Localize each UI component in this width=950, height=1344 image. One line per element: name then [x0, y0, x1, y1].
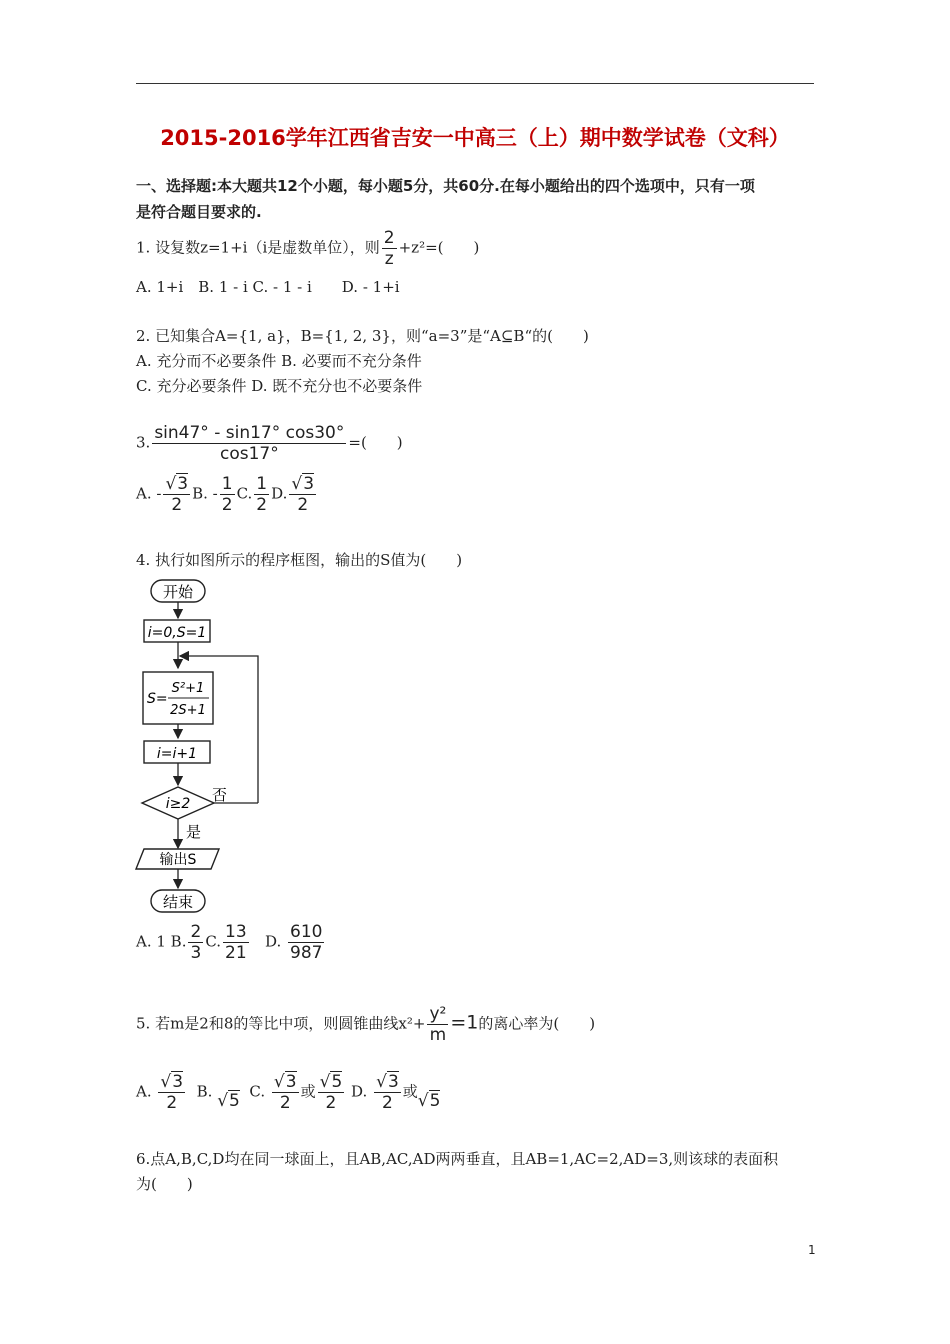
q5-option-b-value: [217, 1091, 240, 1111]
q5-suffix: 的离心率为( ): [478, 1014, 596, 1033]
q1-fraction: [382, 228, 397, 269]
q5-option-c-value2: [318, 1072, 345, 1113]
q5-d-den1: 2: [374, 1092, 401, 1113]
question-3-options: [136, 474, 318, 515]
q5-d-radicand2: 5: [429, 1090, 441, 1111]
q5-option-c-label: C.: [249, 1082, 266, 1101]
question-4-stem: 4. 执行如图所示的程序框图，输出的S值为( ): [136, 551, 463, 569]
q3-option-a-value: [163, 474, 190, 515]
q3-c-num: 1: [256, 474, 268, 494]
question-2-options-row2: C. 充分必要条件 D. 既不充分也不必要条件: [136, 377, 423, 395]
sqrt-sign: √: [376, 1072, 387, 1092]
q3-prefix: 3.: [136, 433, 151, 452]
q4-b-num: 2: [190, 922, 202, 942]
q3-option-b-label: B. -: [192, 484, 218, 503]
section-heading: 一、选择题:本大题共12个小题，每小题5分，共60分.在每小题给出的四个选项中，只有一项: [136, 177, 755, 195]
q1-prefix: 1. 设复数z=1+i（i是虚数单位），则: [136, 238, 380, 257]
page-number: 1: [808, 1243, 816, 1257]
q3-fraction: [152, 423, 346, 464]
flow-decision-text: i≥2: [165, 796, 191, 812]
sqrt-sign: √: [291, 474, 303, 494]
flow-yes-label: 是: [186, 823, 202, 841]
question-4-options: [136, 922, 326, 963]
flow-end-text: 结束: [162, 893, 194, 911]
sqrt-sign: √: [417, 1090, 429, 1111]
q3-d-radicand: 3: [303, 474, 315, 494]
q5-prefix: 5. 若m是2和8的等比中项，则圆锥曲线x²+: [136, 1014, 426, 1033]
q4-option-d-label: D.: [264, 932, 282, 951]
flowchart: [130, 574, 280, 924]
sqrt-sign: √: [217, 1090, 229, 1111]
question-5-options: [136, 1072, 440, 1113]
q3-b-den: 2: [221, 495, 233, 515]
question-5-stem: [136, 1004, 595, 1045]
sqrt-sign: √: [319, 1072, 331, 1092]
q5-a-den: 2: [158, 1092, 185, 1113]
q3-option-b-value: [220, 474, 235, 515]
q3-a-den: 2: [163, 494, 190, 515]
flow-increment-text: i=i+1: [156, 746, 198, 762]
q5-frac-num: y²: [429, 1004, 447, 1024]
q3-option-d-value: [289, 474, 316, 515]
question-6-stem-cont: 为( ): [136, 1175, 193, 1193]
q5-d-radicand1: 3: [387, 1072, 399, 1092]
q5-d-or: 或: [402, 1082, 418, 1101]
q3-option-c-label: C.: [236, 484, 253, 503]
q4-c-num: 13: [225, 922, 247, 942]
q5-fraction: [427, 1004, 448, 1045]
flow-start-text: 开始: [162, 583, 194, 601]
flow-s-num: S²+1: [171, 681, 205, 696]
q3-frac-den: cos17°: [152, 443, 346, 464]
q5-a-radicand: 3: [172, 1072, 184, 1092]
q4-option-b-value: [188, 922, 203, 963]
q4-option-c-value: [223, 922, 249, 963]
q3-option-d-label: D.: [271, 484, 288, 503]
q1-frac-num: 2: [383, 228, 395, 248]
q5-option-d-value2: [418, 1091, 441, 1111]
q3-suffix: =( ): [348, 433, 403, 452]
q5-equals-one: =1: [450, 1011, 479, 1034]
q4-option-d-value: [288, 922, 324, 963]
q4-d-den: 987: [290, 943, 323, 963]
flow-init-text: i=0,S=1: [147, 625, 207, 641]
question-1-options: A. 1+i B. 1 - i C. - 1 - i D. - 1+i: [136, 278, 400, 296]
q5-option-b-label: B.: [196, 1082, 213, 1101]
q1-frac-den: z: [382, 248, 397, 269]
q5-c-radicand1: 3: [285, 1072, 297, 1092]
header-rule: [136, 83, 814, 84]
q4-option-c-label: C.: [205, 932, 222, 951]
q3-frac-num: sin47° - sin17° cos30°: [154, 423, 345, 443]
flow-no-label: 否: [212, 786, 228, 804]
q5-c-den1: 2: [272, 1092, 299, 1113]
sqrt-sign: √: [165, 474, 177, 494]
q5-frac-den: m: [427, 1024, 448, 1045]
q3-b-num: 1: [221, 474, 233, 494]
q5-option-d-value1: [374, 1072, 401, 1113]
q3-option-a-label: A. -: [136, 484, 162, 503]
q5-option-a-label: A.: [136, 1082, 152, 1101]
q4-option-a-label: A. 1 B.: [136, 932, 187, 951]
exam-title: 2015-2016学年江西省吉安一中高三（上）期中数学试卷（文科）: [160, 126, 790, 150]
q5-option-d-label: D.: [351, 1082, 368, 1101]
q5-option-a-value: [158, 1072, 185, 1113]
q5-b-radicand: 5: [229, 1090, 240, 1111]
q4-d-num: 610: [290, 922, 323, 942]
question-1-stem: [136, 228, 479, 269]
q3-c-den: 2: [256, 495, 268, 515]
flow-s-den: 2S+1: [170, 703, 206, 718]
question-2-stem: 2. 已知集合A={1, a}，B={1, 2, 3}，则“a=3”是“A⊆B“的( ): [136, 327, 589, 345]
section-heading-cont: 是符合题目要求的.: [136, 203, 262, 221]
q5-c-or: 或: [300, 1082, 316, 1101]
q1-suffix: +z²=( ): [398, 238, 480, 257]
question-2-options-row1: A. 充分而不必要条件 B. 必要而不充分条件: [136, 352, 422, 370]
q4-c-den: 21: [225, 943, 247, 963]
sqrt-sign: √: [273, 1072, 285, 1092]
q3-option-c-value: [254, 474, 269, 515]
q5-option-c-value1: [272, 1072, 299, 1113]
flow-output-text: 输出S: [159, 852, 197, 868]
flow-s-label: S=: [147, 691, 168, 707]
q5-c-radicand2: 5: [331, 1072, 343, 1092]
sqrt-sign: √: [160, 1072, 172, 1092]
q3-d-den: 2: [289, 494, 316, 515]
question-3-stem: [136, 423, 403, 464]
q4-b-den: 3: [190, 943, 202, 963]
q5-c-den2: 2: [318, 1092, 345, 1113]
question-6-stem: 6.点A,B,C,D均在同一球面上，且AB,AC,AD两两垂直，且AB=1,AC=2,AD=3,则该球的表面积: [136, 1150, 779, 1168]
q3-a-radicand: 3: [177, 474, 189, 494]
